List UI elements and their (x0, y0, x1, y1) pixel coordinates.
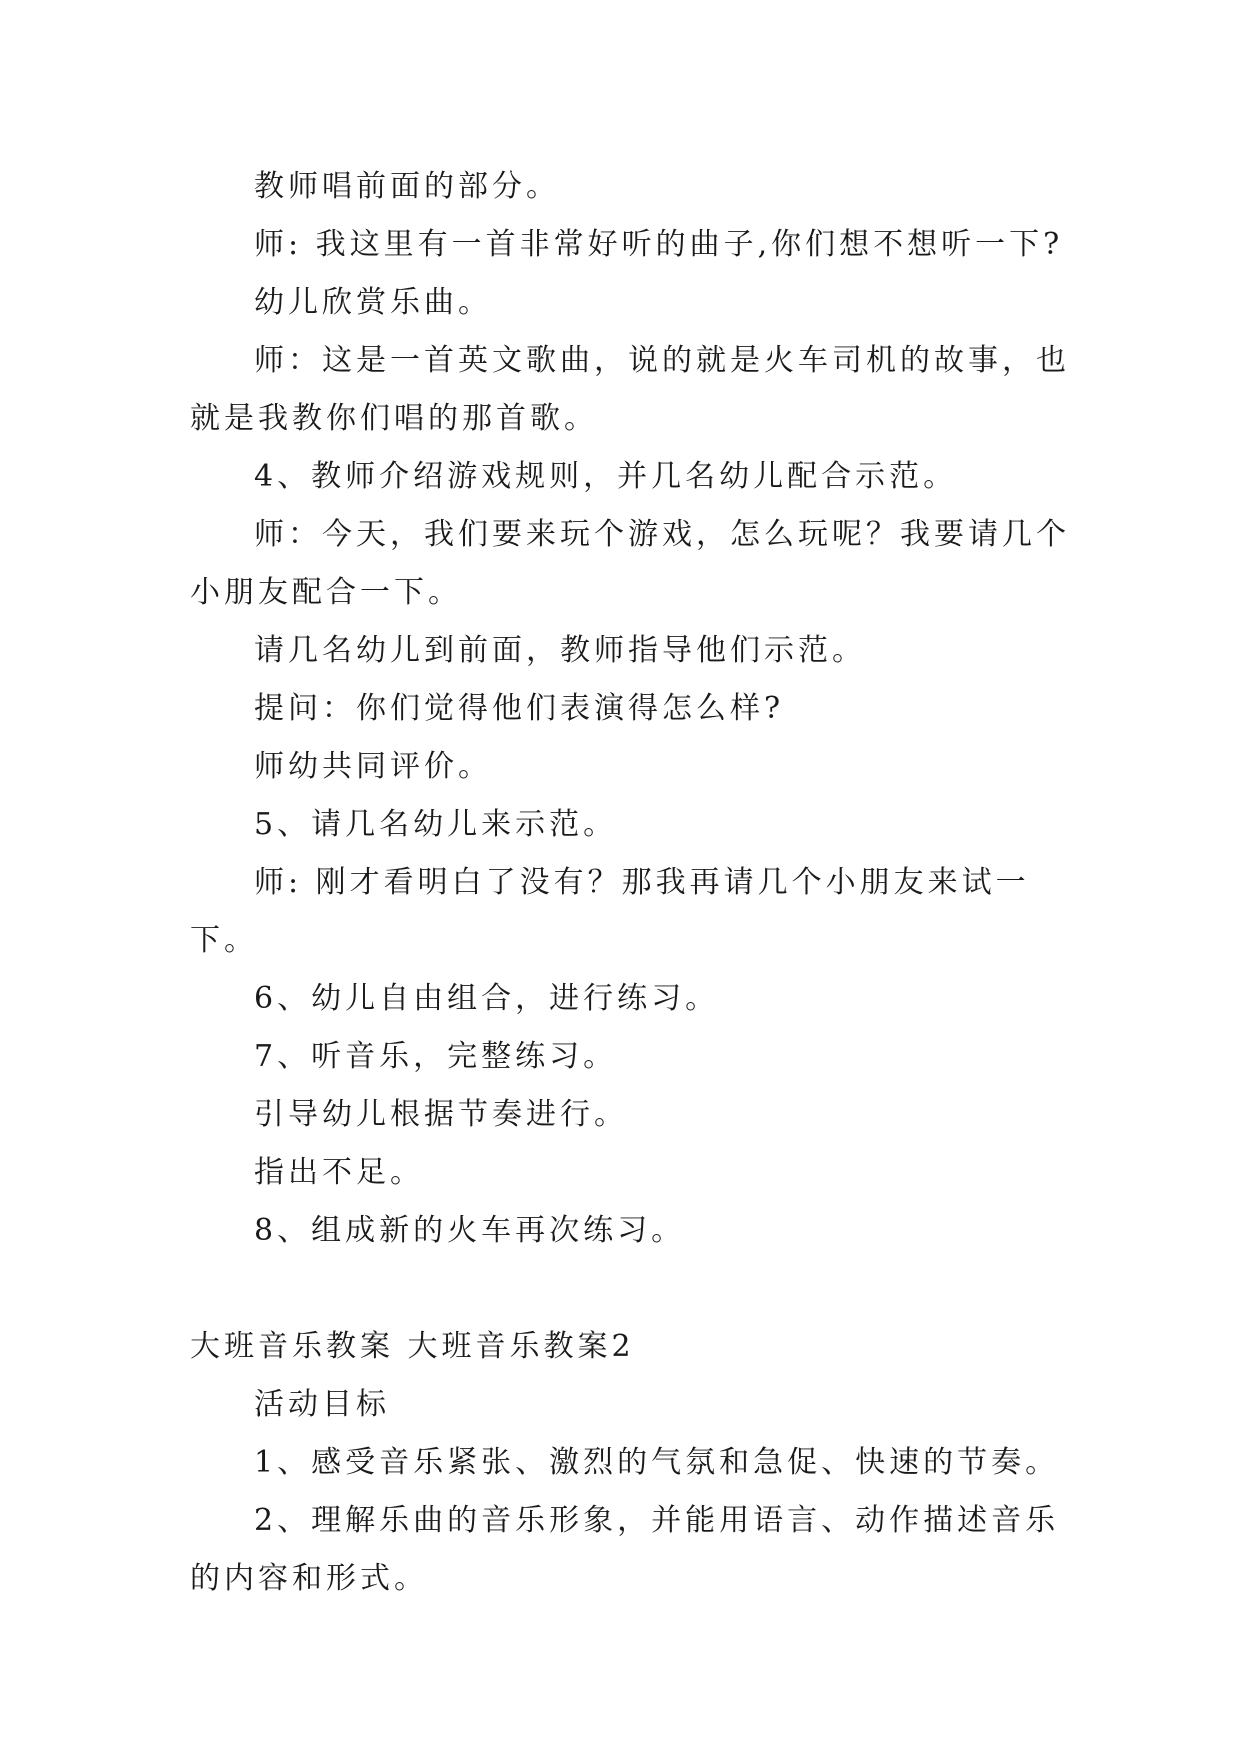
document-body (190, 158, 1070, 1608)
paragraph: 1、感受音乐紧张、激烈的气氛和急促、快速的节奏。 (254, 1445, 1060, 1480)
paragraph: 师: 我这里有一首非常好听的曲子,你们想不想听一下? (254, 227, 1064, 262)
paragraph: 引导幼儿根据节奏进行。 (254, 1097, 628, 1132)
paragraph: 2、理解乐曲的音乐形象，并能用语言、动作描述音乐的内容和形式。 (190, 1503, 1060, 1596)
paragraph: 师幼共同评价。 (254, 749, 492, 784)
paragraph: 指出不足。 (254, 1155, 424, 1190)
paragraph: 6、幼儿自由组合，进行练习。 (254, 981, 720, 1016)
paragraph: 幼儿欣赏乐曲。 (254, 285, 492, 320)
paragraph: 教师唱前面的部分。 (254, 169, 560, 204)
paragraph: 8、组成新的火车再次练习。 (254, 1213, 686, 1248)
paragraph: 7、听音乐，完整练习。 (254, 1039, 618, 1074)
paragraph: 活动目标 (254, 1387, 390, 1422)
paragraph: 师：今天，我们要来玩个游戏，怎么玩呢？我要请几个小朋友配合一下。 (190, 517, 1070, 610)
paragraph: 请几名幼儿到前面，教师指导他们示范。 (254, 633, 866, 668)
paragraph: 4、教师介绍游戏规则，并几名幼儿配合示范。 (254, 459, 958, 494)
section-title: 大班音乐教案 大班音乐教案2 (190, 1329, 635, 1364)
paragraph: 提问：你们觉得他们表演得怎么样? (254, 691, 785, 726)
paragraph: 5、请几名幼儿来示范。 (254, 807, 618, 842)
paragraph: 师：这是一首英文歌曲，说的就是火车司机的故事，也就是我教你们唱的那首歌。 (190, 343, 1070, 436)
section-spacer (190, 1260, 1070, 1318)
paragraph: 师: 刚才看明白了没有？那我再请几个小朋友来试一下。 (190, 865, 1030, 958)
